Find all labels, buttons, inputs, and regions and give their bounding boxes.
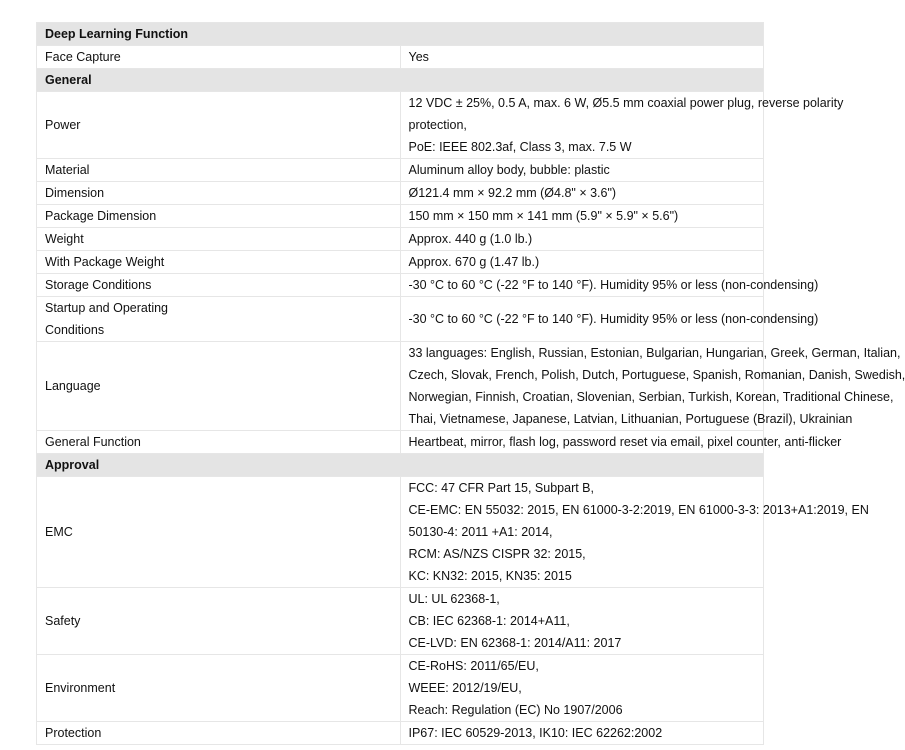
spec-label-line: Startup and Operating <box>45 301 168 315</box>
spec-value-line: Reach: Regulation (EC) No 1907/2006 <box>408 703 623 717</box>
spec-table-body <box>37 23 905 745</box>
spec-label: General Function <box>37 431 401 454</box>
spec-value-line: CE-LVD: EN 62368-1: 2014/A11: 2017 <box>408 636 622 650</box>
spec-value-line: Norwegian, Finnish, Croatian, Slovenian, Serbian, Turkish, Korean, Traditional Chinese, <box>408 390 894 404</box>
spec-value-line: 50130-4: 2011 +A1: 2014, <box>408 525 553 539</box>
spec-label: Material <box>37 159 401 182</box>
spec-label: Environment <box>37 655 401 722</box>
table-row <box>37 274 764 297</box>
spec-label: Power <box>37 92 401 159</box>
table-row <box>37 722 764 745</box>
spec-label: Package Dimension <box>37 205 401 228</box>
spec-value-line: UL: UL 62368-1, <box>408 592 500 606</box>
section-header-row <box>37 23 764 46</box>
table-row <box>37 46 764 69</box>
spec-value <box>400 722 764 745</box>
spec-value-line: Ø121.4 mm × 92.2 mm (Ø4.8" × 3.6") <box>408 186 617 200</box>
section-title: Approval <box>37 454 764 477</box>
table-row <box>37 182 764 205</box>
spec-value <box>400 477 869 588</box>
spec-value <box>400 655 764 722</box>
spec-label: Protection <box>37 722 401 745</box>
spec-label: Weight <box>37 228 401 251</box>
table-row <box>37 655 764 722</box>
spec-value-line: PoE: IEEE 802.3af, Class 3, max. 7.5 W <box>408 140 632 154</box>
spec-value-line: CE-EMC: EN 55032: 2015, EN 61000-3-2:2019, EN 61000-3-3: 2013+A1:2019, EN <box>408 503 869 517</box>
table-row <box>37 159 764 182</box>
section-title: Deep Learning Function <box>37 23 764 46</box>
spec-value-line: -30 °C to 60 °C (-22 °F to 140 °F). Humidity 95% or less (non-condensing) <box>408 278 819 292</box>
spec-label: With Package Weight <box>37 251 401 274</box>
table-row <box>37 251 764 274</box>
spec-value-line: IP67: IEC 60529-2013, IK10: IEC 62262:2002 <box>408 726 663 740</box>
section-header-row <box>37 69 764 92</box>
spec-value-line: 150 mm × 150 mm × 141 mm (5.9" × 5.9" × 5.6") <box>408 209 679 223</box>
table-row <box>37 477 764 588</box>
table-row <box>37 588 764 655</box>
spec-value-line: CB: IEC 62368-1: 2014+A11, <box>408 614 570 628</box>
table-row <box>37 342 764 431</box>
table-row <box>37 92 764 159</box>
spec-value <box>400 159 764 182</box>
spec-value-line: Approx. 670 g (1.47 lb.) <box>408 255 540 269</box>
spec-label: Face Capture <box>37 46 401 69</box>
table-row <box>37 205 764 228</box>
spec-value-line: CE-RoHS: 2011/65/EU, <box>408 659 539 673</box>
spec-value-line: Aluminum alloy body, bubble: plastic <box>408 163 610 177</box>
spec-value <box>400 274 819 297</box>
spec-label: Dimension <box>37 182 401 205</box>
spec-value-line: Yes <box>408 50 429 64</box>
spec-label: Safety <box>37 588 401 655</box>
table-row <box>37 297 764 342</box>
spec-value <box>400 588 764 655</box>
spec-value-line: -30 °C to 60 °C (-22 °F to 140 °F). Humidity 95% or less (non-condensing) <box>408 312 819 326</box>
spec-value-line: Approx. 440 g (1.0 lb.) <box>408 232 533 246</box>
spec-label: Language <box>37 342 401 431</box>
spec-value-line: FCC: 47 CFR Part 15, Subpart B, <box>408 481 594 495</box>
spec-value <box>400 297 819 342</box>
spec-value <box>400 342 905 431</box>
spec-value-line: 12 VDC ± 25%, 0.5 A, max. 6 W, Ø5.5 mm coaxial power plug, reverse polarity <box>408 96 844 110</box>
spec-value-line: Czech, Slovak, French, Polish, Dutch, Portuguese, Spanish, Romanian, Danish, Swedish, <box>408 368 905 382</box>
spec-value-line: Heartbeat, mirror, flash log, password reset via email, pixel counter, anti-flicker <box>408 435 842 449</box>
spec-label-line: Conditions <box>45 323 105 337</box>
table-row <box>37 431 764 454</box>
spec-value-line: 33 languages: English, Russian, Estonian, Bulgarian, Hungarian, Greek, German, Italian, <box>408 346 901 360</box>
spec-value-line: Thai, Vietnamese, Japanese, Latvian, Lithuanian, Portuguese (Brazil), Ukrainian <box>408 412 853 426</box>
spec-value <box>400 251 764 274</box>
spec-value-line: KC: KN32: 2015, KN35: 2015 <box>408 569 572 583</box>
spec-value <box>400 431 842 454</box>
section-title: General <box>37 69 764 92</box>
spec-label: Storage Conditions <box>37 274 401 297</box>
spec-value-line: RCM: AS/NZS CISPR 32: 2015, <box>408 547 586 561</box>
spec-value <box>400 205 764 228</box>
spec-value-line: WEEE: 2012/19/EU, <box>408 681 522 695</box>
spec-value <box>400 182 764 205</box>
section-header-row <box>37 454 764 477</box>
spec-label <box>37 297 401 342</box>
spec-value <box>400 228 764 251</box>
spec-table <box>36 22 905 745</box>
spec-value <box>400 92 844 159</box>
table-row <box>37 228 764 251</box>
spec-value <box>400 46 764 69</box>
spec-value-line: protection, <box>408 118 467 132</box>
spec-label: EMC <box>37 477 401 588</box>
